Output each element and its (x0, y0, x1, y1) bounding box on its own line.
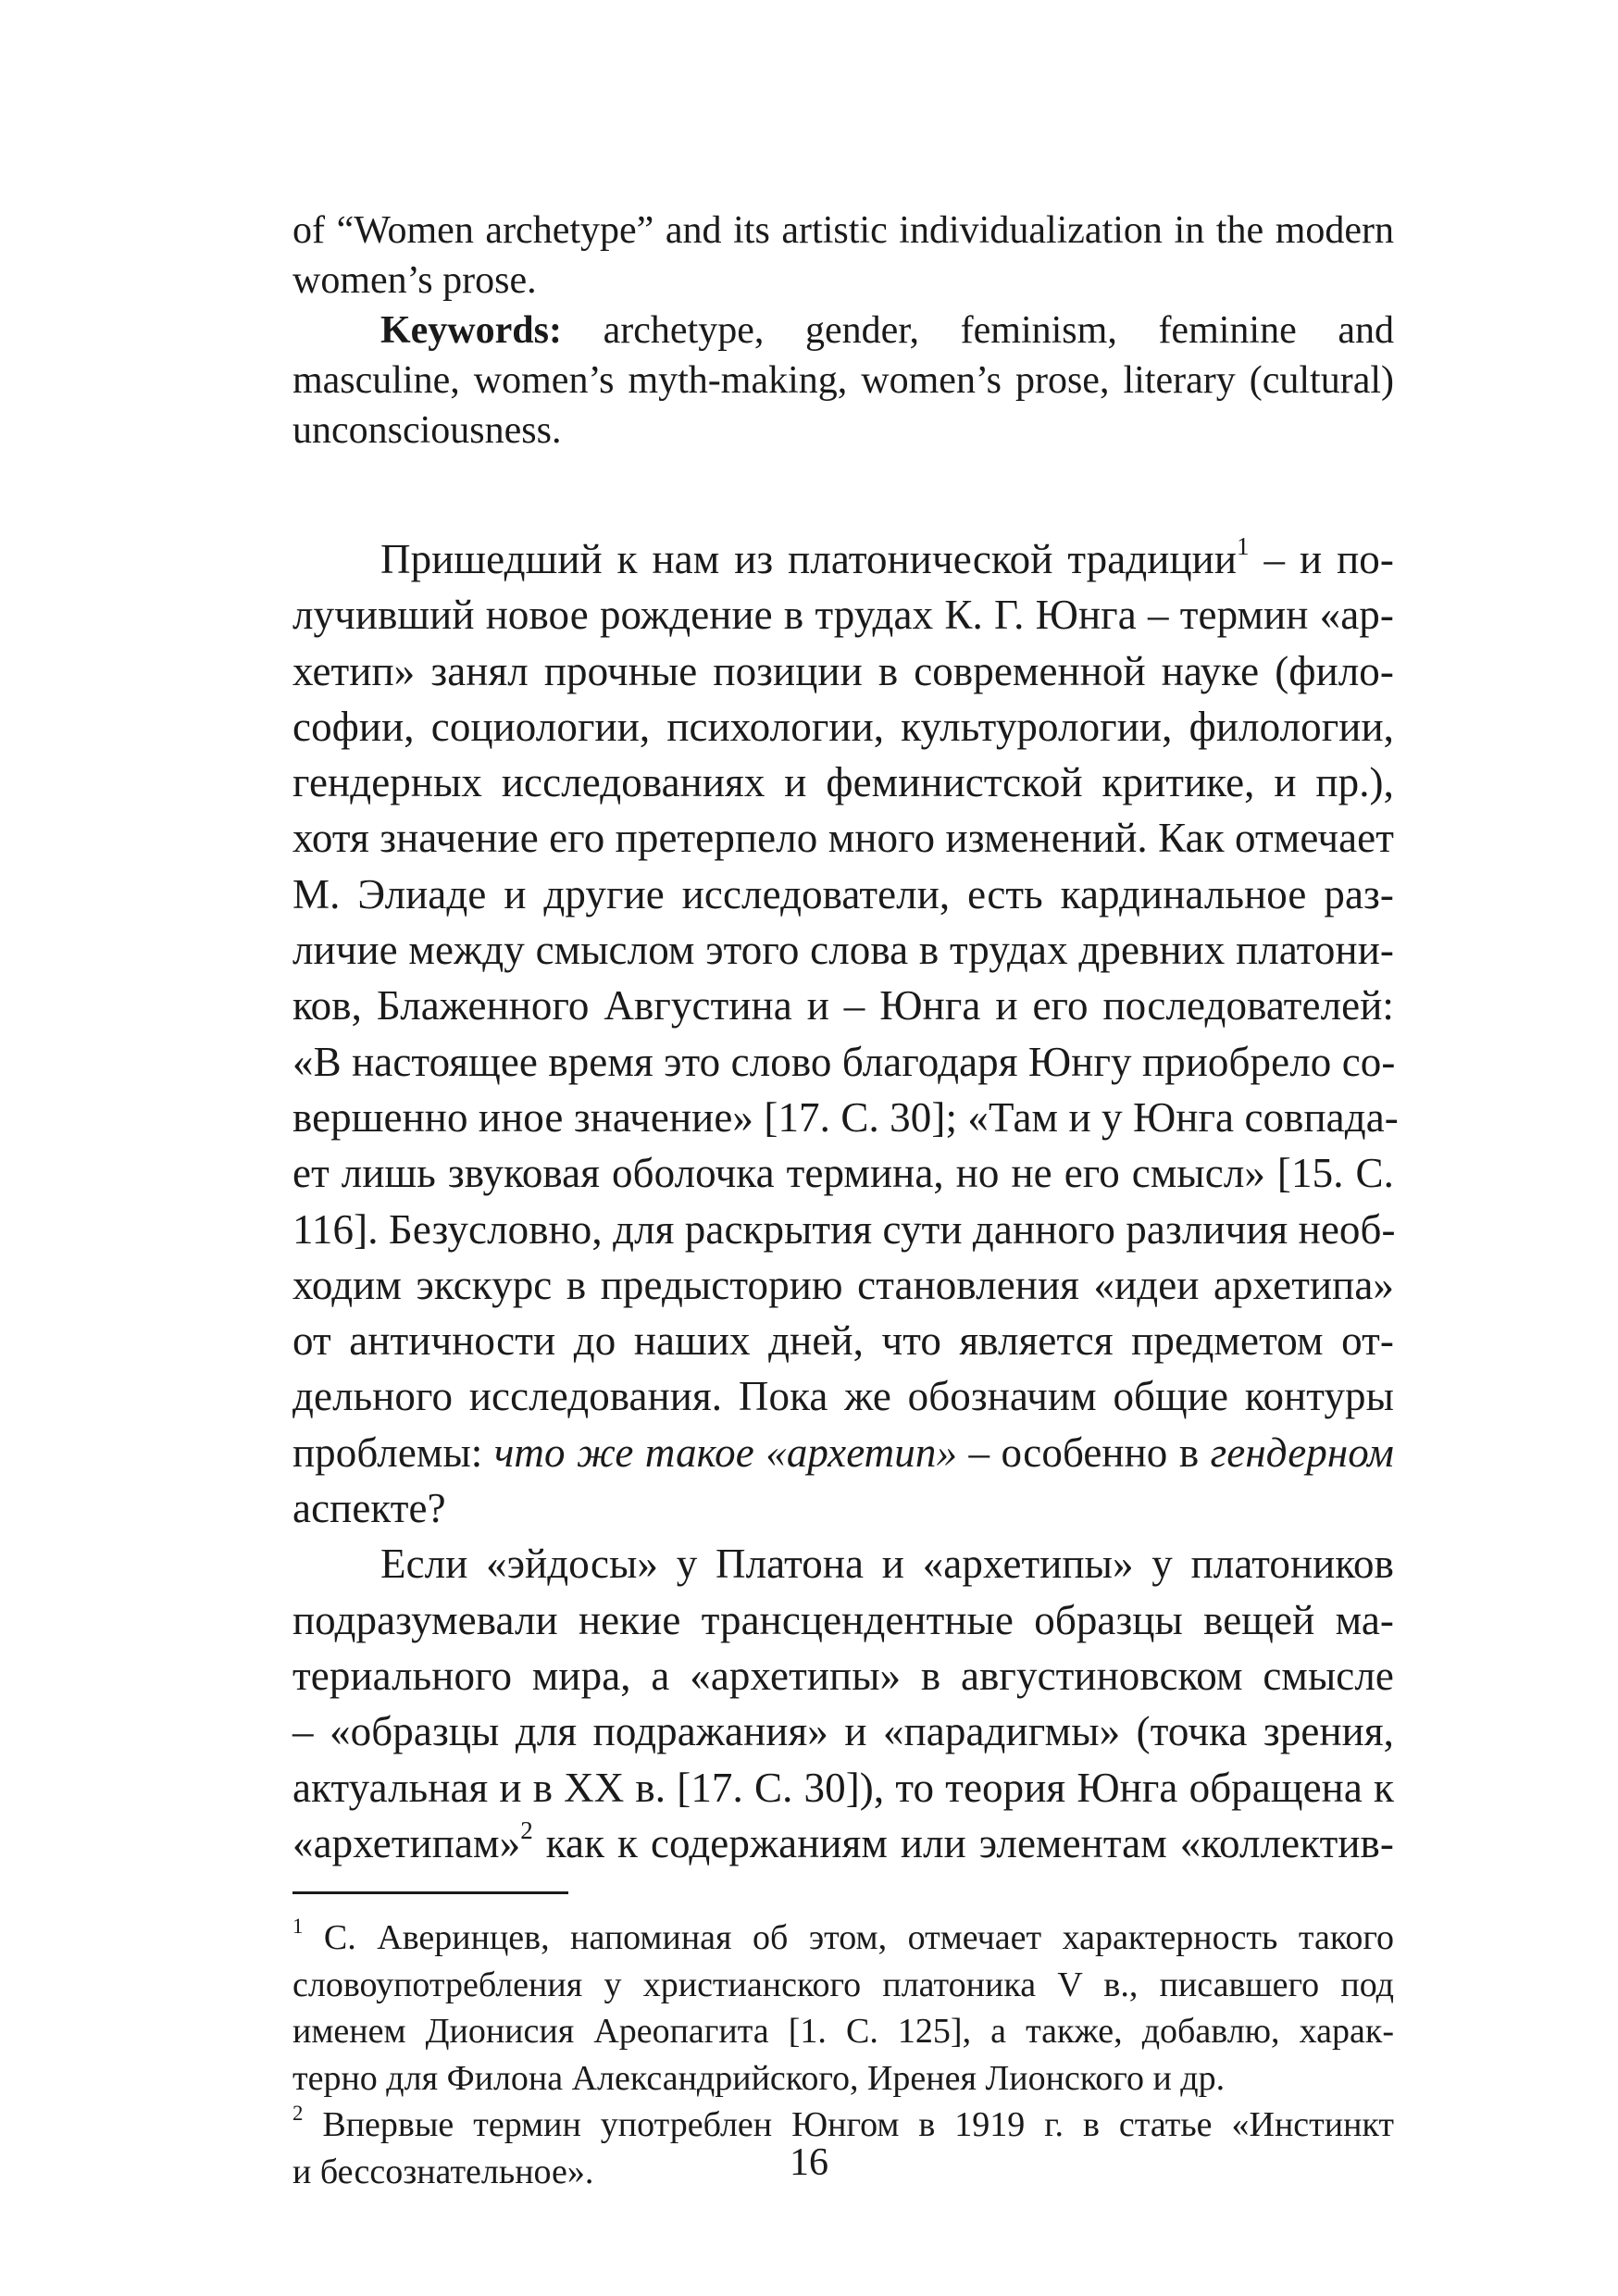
footnote-2-mark: 2 (292, 2102, 304, 2126)
main-text (292, 531, 1399, 1871)
keywords-label: Keywords: (380, 309, 562, 352)
paragraph-line: 116]. Безусловно, для раскрытия сути данного различия необ- (292, 1205, 1396, 1253)
paragraph-line: аспекте? (292, 1485, 446, 1532)
text-span: С. Аверинцев, напоминая об этом, отмечает характерность такого (303, 1918, 1394, 1958)
keywords-text: archetype, gender, feminism, feminine and (561, 309, 1394, 352)
italic-span: гендерном (1210, 1429, 1394, 1476)
footnote-2-line: и бессознательное». (292, 2152, 594, 2191)
paragraph-line: ков, Блаженного Августина и – Юнга и его последователей: (292, 982, 1394, 1029)
footnote-1-mark: 1 (292, 1915, 304, 1939)
abstract-line: of “Women archetype” and its artistic individualization in the modern (292, 209, 1394, 252)
paragraph-line: Если «эйдосы» у Платона и «архетипы» у платоников (380, 1541, 1394, 1588)
text-span: – и по- (1249, 536, 1394, 582)
page-number: 16 (790, 2141, 828, 2184)
footnote-1-line: именем Дионисия Ареопагита [1. С. 125], а также, добавлю, харак- (292, 2012, 1394, 2052)
footnote-separator (292, 1891, 568, 1894)
footnote-1-line: терно для Филона Александрийского, Иренея Лионского и др. (292, 2058, 1226, 2098)
keywords-line (292, 306, 1394, 356)
text-span: Пришедший к нам из платонической традиции (380, 536, 1238, 582)
paragraph-line: от античности до наших дней, что является предметом от- (292, 1317, 1394, 1365)
italic-span: что же такое «архетип» (493, 1429, 958, 1476)
paragraph-line: актуальная и в XX в. [17. С. 30]), то теория Юнга обращена к (292, 1764, 1394, 1811)
text-span: «архетипам» (292, 1819, 521, 1866)
text-span: как к содержаниям или элементам «коллектив- (532, 1819, 1394, 1866)
paragraph-line: – «образцы для подражания» и «парадигмы» (точка зрения, (292, 1708, 1394, 1755)
footnote-ref-2: 2 (520, 1816, 533, 1844)
page-content (292, 206, 1399, 2195)
paragraph-line: М. Элиаде и другие исследователи, есть кардинальное раз- (292, 870, 1394, 917)
paragraph-line: «В настоящее время это слово благодаря Юнгу приобрело со- (292, 1038, 1396, 1085)
paragraph-line: дельного исследования. Пока же обозначим общие контуры (292, 1373, 1394, 1420)
paragraph-line: ет лишь звуковая оболочка термина, но не его смысл» [15. С. (292, 1150, 1394, 1197)
abstract-line: women’s prose. (292, 259, 537, 302)
abstract-text (292, 206, 1394, 455)
paragraph-line: хетип» занял прочные позиции в современной науке (фило- (292, 647, 1394, 694)
paragraph-line: вершенно иное значение» [17. С. 30]; «Там и у Юнга совпада- (292, 1093, 1399, 1141)
footnote-ref-1: 1 (1237, 531, 1250, 560)
text-span: – особенно в (957, 1429, 1211, 1476)
paragraph-line: ходим экскурс в предысторию становления «идеи архетипа» (292, 1261, 1394, 1308)
paragraph-line (292, 1425, 1394, 1480)
footnote-1-line: словоупотребления у христианского платоника V в., писавшего под (292, 1965, 1394, 2004)
text-span: проблемы: (292, 1429, 494, 1476)
paragraph-line: хотя значение его претерпело много изменений. Как отмечает (292, 815, 1394, 862)
paragraph-line (292, 1816, 1394, 1871)
keywords-line: masculine, women’s myth-making, women’s prose, literary (cultural) (292, 359, 1394, 402)
paragraph-line (292, 531, 1394, 587)
paragraph-line: лучивший новое рождение в трудах К. Г. Юнга – термин «ар- (292, 592, 1394, 639)
paragraph-line: личие между смыслом этого слова в трудах древних платони- (292, 927, 1394, 974)
paragraph-line: гендерных исследованиях и феминистской критике, и пр.), (292, 759, 1394, 806)
paragraph-line: подразумевали некие трансцендентные образцы вещей ма- (292, 1596, 1394, 1643)
abstract-block (292, 206, 1394, 455)
paragraph-line: териального мира, а «архетипы» в августиновском смысле (292, 1652, 1394, 1699)
paragraph-line: софии, социологии, психологии, культурологии, филологии, (292, 703, 1394, 750)
text-span: Впервые термин употреблен Юнгом в 1919 г. в статье «Инстинкт (303, 2105, 1394, 2145)
footnote-1-line (292, 1915, 1394, 1962)
keywords-line: unconsciousness. (292, 409, 562, 452)
